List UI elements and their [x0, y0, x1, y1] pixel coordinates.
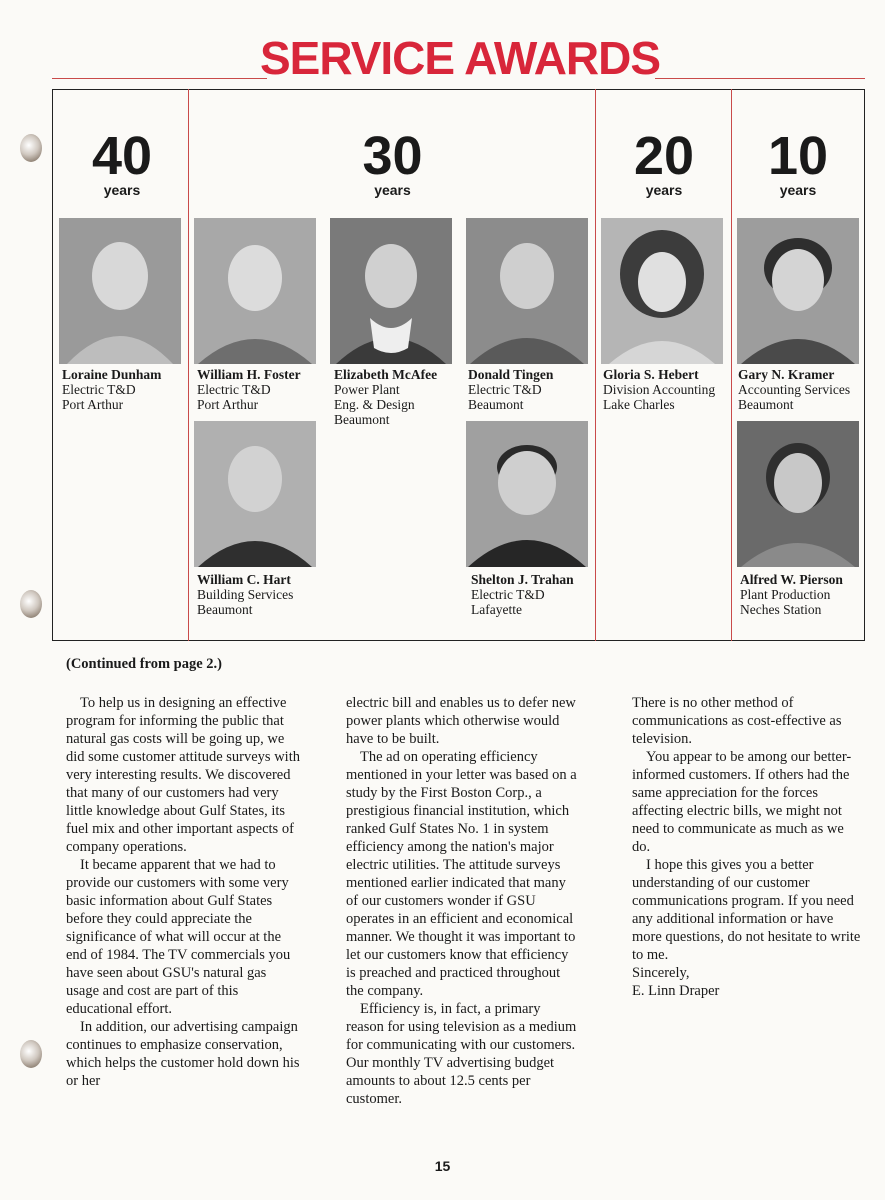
portrait-photo — [737, 421, 859, 567]
employee-location: Beaumont — [334, 412, 390, 427]
title-rule-left — [52, 78, 267, 79]
portrait-photo — [601, 218, 723, 364]
employee-name: William C. Hart — [197, 572, 291, 587]
paragraph: The ad on operating efficiency mentioned in your letter was based on a study by the First Boston Corp., a prestigious financial institution, which ranked Gulf States No. 1 in system efficiency among the nation's major electric utilities. The attitude surveys mentioned earlier indicated that many of our customers wonder if GSU operates in an efficient and economical manner. We thought it was important to let our customers know that efficiency is preached and practiced throughout the company. — [346, 749, 577, 999]
employee-caption — [471, 572, 606, 617]
employee-dept: Building Services — [197, 587, 294, 602]
employee-dept: Plant Production — [740, 587, 831, 602]
employee-caption — [197, 572, 332, 617]
employee-name: Gary N. Kramer — [738, 367, 835, 382]
employee-caption — [197, 367, 332, 412]
employee-caption — [738, 367, 863, 412]
employee-name: Elizabeth McAfee — [334, 367, 438, 382]
divider-40-30 — [188, 89, 189, 641]
paragraph: It became apparent that we had to provide our customers with some very basic information about Gulf States before they could appreciate the significance of what will occur at the end of 1984. The TV commercials you have seen about GSU's natural gas usage and cost are part of this educational effort. — [66, 857, 291, 1017]
portrait-photo — [330, 218, 452, 364]
portrait-photo — [194, 218, 316, 364]
years-20-label: years — [645, 182, 683, 198]
employee-location: Beaumont — [468, 397, 524, 412]
portrait-photo — [466, 218, 588, 364]
paragraph: In addition, our advertising campaign continues to emphasize conservation, which helps the customer hold down his or her — [66, 1019, 300, 1089]
employee-location: Neches Station — [740, 602, 822, 617]
continued-note: (Continued from page 2.) — [66, 656, 223, 672]
title-rule-right — [655, 78, 865, 79]
employee-name: William H. Foster — [197, 367, 301, 382]
years-30-label: years — [374, 182, 411, 198]
paragraph: Efficiency is, in fact, a primary reason for using television as a medium for communicating with our customers. Our monthly TV advertising budget amounts to about 12.5 cents per customer. — [346, 1001, 577, 1107]
portrait-photo — [737, 218, 859, 364]
employee-dept: Electric T&D — [197, 382, 271, 397]
years-40-label: years — [103, 182, 141, 198]
employee-location: Beaumont — [738, 397, 794, 412]
employee-caption — [603, 367, 738, 412]
employee-dept: Division Accounting — [603, 382, 716, 397]
employee-name: Shelton J. Trahan — [471, 572, 574, 587]
page-title: SERVICE AWARDS — [259, 32, 661, 84]
employee-name: Gloria S. Hebert — [603, 367, 699, 382]
employee-dept: Electric T&D — [471, 587, 545, 602]
employee-location: Port Arthur — [62, 397, 124, 412]
employee-name: Loraine Dunham — [62, 367, 162, 382]
years-10-label: years — [779, 182, 817, 198]
employee-caption — [62, 367, 197, 412]
employee-dept: Accounting Services — [738, 382, 851, 397]
paragraph: To help us in designing an effective program for informing the public that natural gas costs will be going up, we did some customer attitude surveys with very interesting results. We discovered that many of our customers had very little knowledge about Gulf States, its fuel mix and other important aspects of company operations. — [66, 695, 300, 855]
employee-dept: Electric T&D — [468, 382, 542, 397]
employee-caption — [334, 367, 469, 427]
years-30-number: 30 — [362, 126, 423, 186]
page-number: 15 — [434, 1158, 451, 1174]
binder-hole — [20, 590, 42, 618]
employee-dept: Power Plant — [334, 382, 400, 397]
paragraph: I hope this gives you a better understanding of our customer communications program. If you need any additional information or have more questions, do not hesitate to write to me. — [632, 857, 861, 963]
employee-dept: Electric T&D — [62, 382, 136, 397]
paragraph: You appear to be among our better-informed customers. If others had the same appreciation for the forces affecting electric bills, we might not need to communicate as much as we do. — [632, 749, 852, 855]
years-20-number: 20 — [633, 126, 695, 186]
employee-location: Lafayette — [471, 602, 522, 617]
binder-hole — [20, 134, 42, 162]
article-column-1 — [66, 694, 301, 1090]
portrait-photo — [194, 421, 316, 567]
paragraph: There is no other method of communications as cost-effective as television. — [632, 695, 842, 747]
years-10-number: 10 — [767, 126, 829, 186]
portrait-photo — [59, 218, 181, 364]
employee-location: Beaumont — [197, 602, 253, 617]
binder-hole — [20, 1040, 42, 1068]
portrait-photo — [466, 421, 588, 567]
employee-caption — [468, 367, 603, 412]
years-40-number: 40 — [91, 126, 153, 186]
employee-name: Alfred W. Pierson — [740, 572, 843, 587]
divider-20-10 — [731, 89, 732, 641]
article-column-3 — [632, 694, 864, 1000]
employee-dept-2: Eng. & Design — [334, 397, 415, 412]
employee-location: Port Arthur — [197, 397, 259, 412]
closing: Sincerely, — [632, 965, 690, 981]
article-column-2 — [346, 694, 581, 1108]
paragraph: electric bill and enables us to defer new power plants which otherwise would have to be built. — [346, 695, 576, 747]
signature: E. Linn Draper — [632, 983, 720, 999]
employee-name: Donald Tingen — [468, 367, 554, 382]
divider-30-20 — [595, 89, 596, 641]
employee-caption — [740, 572, 863, 617]
employee-location: Lake Charles — [603, 397, 675, 412]
